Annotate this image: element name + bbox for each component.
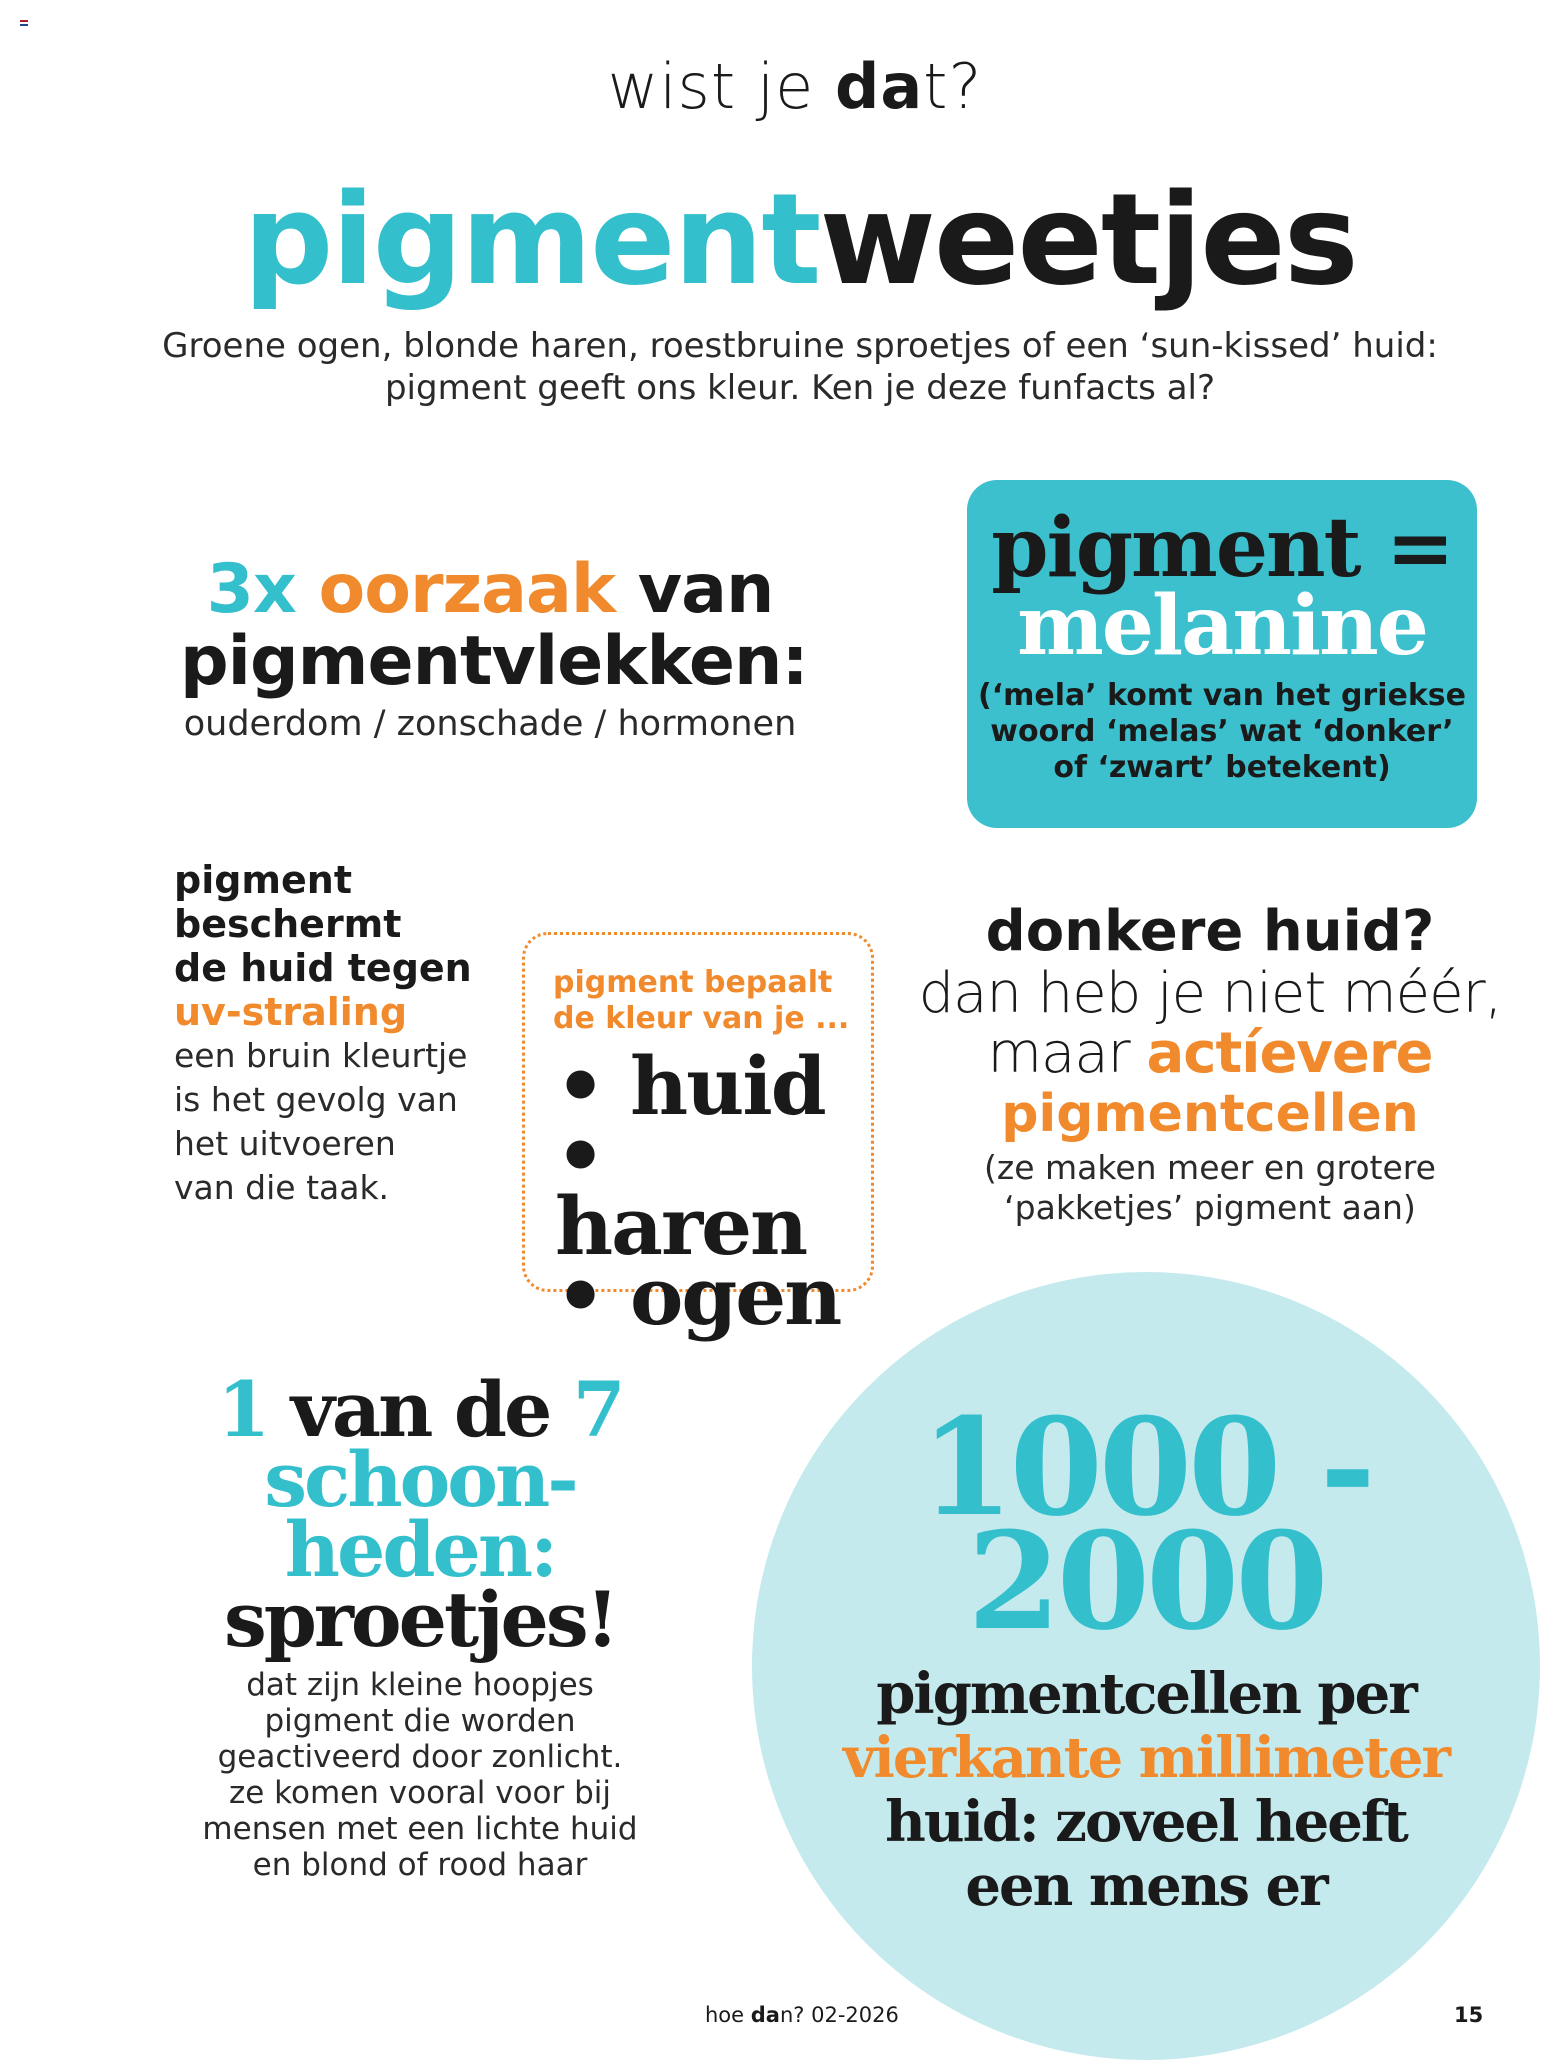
- title-dark: weetjes: [819, 166, 1357, 313]
- kicker: [0, 50, 1550, 123]
- melanine-line1: pigment =: [991, 500, 1453, 596]
- sproet-headline: sproetjes!: [223, 1575, 617, 1664]
- sproet-body: dat zijn kleine hoopjes: [246, 1667, 594, 1703]
- sproet-body: mensen met een lichte huid: [202, 1811, 638, 1847]
- melanine-note: (‘mela’ komt van het griekse: [977, 678, 1467, 713]
- bescherm-heading: de huid tegen: [174, 946, 472, 990]
- sproet-body: pigment die worden: [264, 1703, 576, 1739]
- cells-text: [752, 1388, 1540, 1919]
- footer-text: hoe: [705, 2003, 751, 2027]
- bescherm-uv: uv-straling: [174, 990, 408, 1034]
- donker-note: ‘pakketjes’ pigment aan): [1004, 1188, 1416, 1227]
- sproet-van-de: van de: [267, 1365, 573, 1454]
- kicker-text-end: t?: [923, 50, 983, 123]
- melanine-box: [967, 480, 1477, 828]
- sproet-body: geactiveerd door zonlicht.: [217, 1739, 623, 1775]
- cells-number: 2000: [967, 1502, 1325, 1660]
- kicker-text: wist je: [607, 50, 835, 123]
- oorzaak-block: [180, 550, 808, 749]
- page-title: [0, 166, 1550, 313]
- sproet-block: [200, 1365, 640, 1883]
- sproet-body: en blond of rood haar: [252, 1847, 588, 1883]
- oorzaak-word: oorzaak: [318, 550, 616, 629]
- cells-caption: pigmentcellen per: [876, 1661, 1416, 1727]
- melanine-note: woord ‘melas’ wat ‘donker’: [990, 714, 1454, 749]
- donker-active: actíevere: [1146, 1021, 1433, 1086]
- list-item: • ogen: [555, 1249, 841, 1343]
- sproet-line: heden:: [284, 1505, 556, 1594]
- bescherm-body: een bruin kleurtje: [174, 1036, 468, 1075]
- cells-caption: huid: zoveel heeft: [885, 1789, 1407, 1855]
- donker-answer: maar: [987, 1021, 1147, 1086]
- title-teal: pigment: [243, 166, 820, 313]
- bepaalt-heading: de kleur van je ...: [553, 1001, 850, 1036]
- donker-cells: pigmentcellen: [1001, 1084, 1419, 1144]
- sproet-one: 1: [217, 1365, 268, 1454]
- melanine-note: of ‘zwart’ betekent): [1053, 750, 1391, 785]
- list-item: • huid: [555, 1039, 825, 1133]
- melanine-line2: melanine: [1017, 578, 1427, 674]
- bescherm-body: is het gevolg van: [174, 1080, 458, 1119]
- bescherm-body: het uitvoeren: [174, 1124, 396, 1163]
- intro-line: Groene ogen, blonde haren, roestbruine sproetjes of een ‘sun-kissed’ huid:: [162, 326, 1438, 366]
- bescherm-heading: beschermt: [174, 902, 402, 946]
- intro: [140, 325, 1460, 409]
- intro-line: pigment geeft ons kleur. Ken je deze funfacts al?: [384, 368, 1216, 408]
- donker-answer: dan heb je niet méér,: [918, 961, 1502, 1026]
- kicker-bold: da: [834, 50, 924, 123]
- cells-caption: een mens er: [965, 1853, 1327, 1919]
- cells-caption-orange: vierkante millimeter: [843, 1725, 1449, 1791]
- donker-block: [900, 900, 1520, 1228]
- cells-number: 1000 -: [920, 1388, 1372, 1546]
- oorzaak-causes: ouderdom / zonschade / hormonen: [183, 704, 797, 744]
- donker-question: donkere huid?: [985, 899, 1435, 964]
- footer-bold: da: [750, 2003, 780, 2027]
- list-item: • haren: [555, 1109, 807, 1273]
- flag-icon: [20, 20, 28, 26]
- bepaalt-list: [555, 1039, 871, 1343]
- bescherm-heading: pigment: [174, 858, 353, 902]
- bescherm-body: van die taak.: [174, 1168, 390, 1207]
- oorzaak-headline: pigmentvlekken:: [180, 622, 808, 701]
- sproet-seven: 7: [572, 1365, 623, 1454]
- footer: [705, 2003, 899, 2027]
- sproet-line: schoon-: [264, 1435, 576, 1524]
- donker-note: (ze maken meer en grotere: [984, 1148, 1436, 1187]
- bepaalt-box: [522, 932, 874, 1343]
- bescherm-block: [174, 858, 504, 1210]
- bepaalt-heading: pigment bepaalt: [553, 965, 833, 1000]
- sproet-body: ze komen vooral voor bij: [228, 1775, 612, 1811]
- oorzaak-count: 3x: [206, 550, 296, 629]
- page-number: 15: [1454, 2003, 1484, 2027]
- oorzaak-van: van: [615, 550, 774, 629]
- footer-issue: n? 02-2026: [779, 2003, 899, 2027]
